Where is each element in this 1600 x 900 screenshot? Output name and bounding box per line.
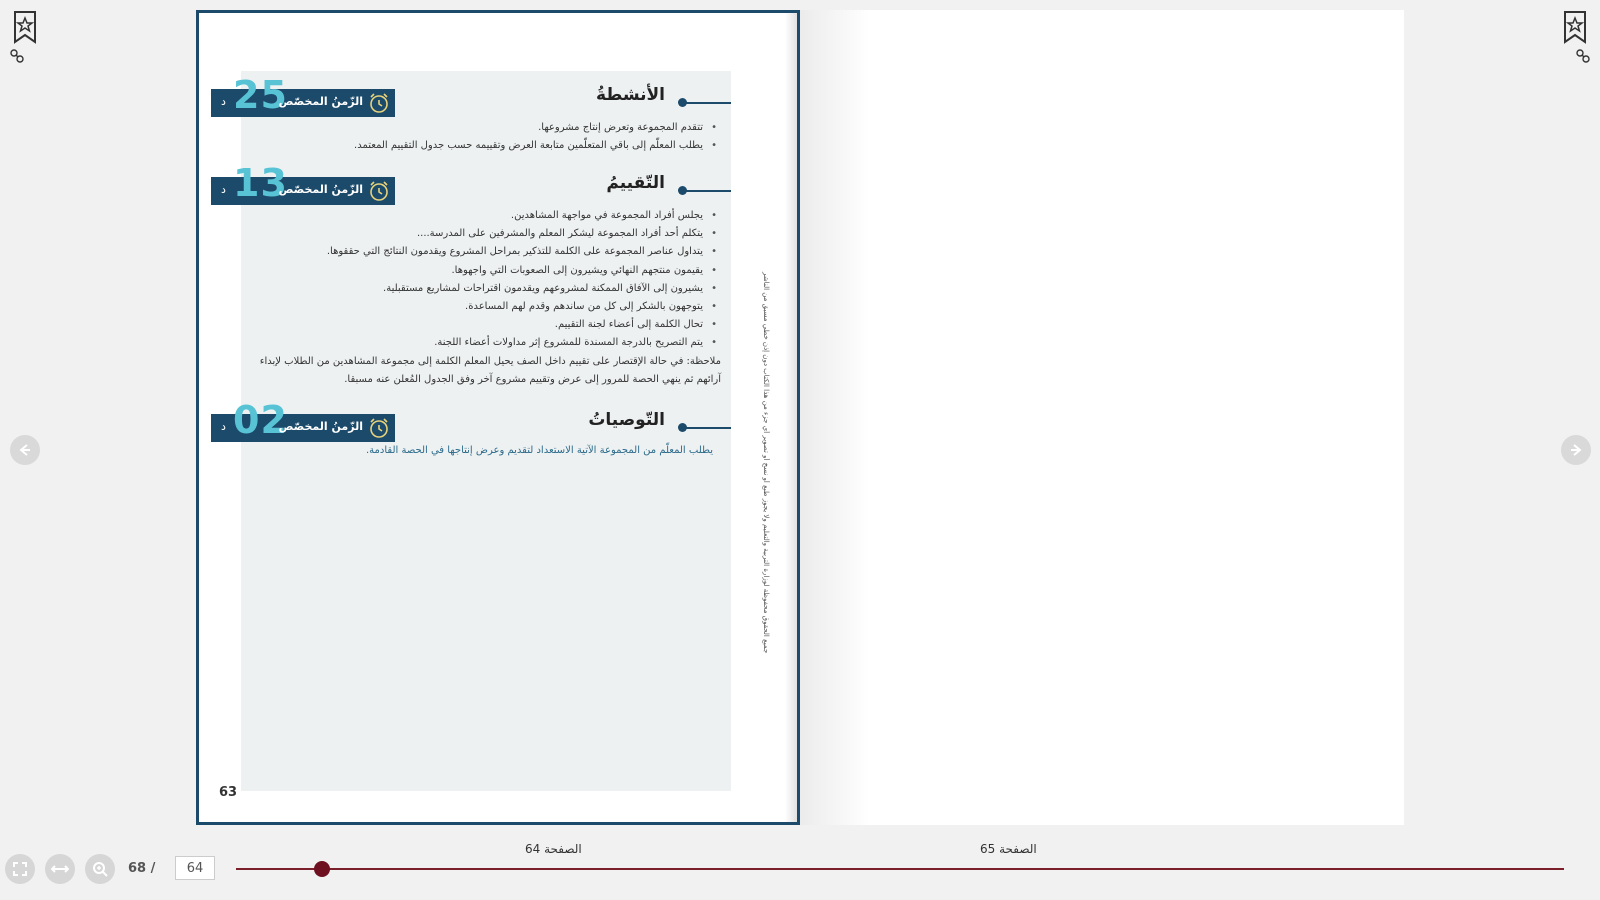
right-page[interactable] <box>800 10 1404 825</box>
page-fold-shadow <box>785 13 797 822</box>
section-dot <box>678 186 687 195</box>
list-item: • تحال الكلمة إلى أعضاء لجنة التقييم. <box>211 316 731 334</box>
time-badge <box>211 161 395 205</box>
fit-width-button[interactable] <box>45 854 75 884</box>
recommendation-text: يطلب المعلّم من المجموعة الآتية الاستعداد لتقديم وعرض إنتاجها في الحصة القادمة. <box>366 445 713 456</box>
list-item: • يتداول عناصر المجموعة على الكلمة للتذكير بمراحل المشروع ويقدمون النتائج التي حققوها. <box>211 243 731 261</box>
time-unit: د <box>221 183 226 196</box>
time-value: 13 <box>233 161 288 205</box>
time-badge <box>211 398 395 442</box>
section-dot <box>678 423 687 432</box>
bottom-toolbar <box>0 834 1600 900</box>
page-fold-shadow <box>800 10 870 825</box>
time-label: الزّمنُ المخصّص <box>278 183 363 196</box>
list-item: • يتوجهون بالشكر إلى كل من ساندهم وقدم لهم المساعدة. <box>211 298 731 316</box>
note-line: ملاحظة: في حالة الإقتصار على تقييم داخل الصف يحيل المعلم الكلمة إلى مجموعة المشاهدين من الطلاب لإبداء <box>259 355 721 367</box>
section-recommendations <box>211 400 731 460</box>
previous-page-button[interactable] <box>10 435 40 465</box>
fullscreen-button[interactable] <box>5 854 35 884</box>
copyright-vertical-note: جميع الحقوق محفوظة لوزارة التربية والتعليم ولا يجوز طبع أو نسخ أو تصوير أي جزء من هذا الكتاب دون إذن خطي مسبق من الناشر <box>762 271 770 653</box>
section-evaluation <box>211 163 731 389</box>
time-value: 25 <box>233 73 288 117</box>
link-right-icon[interactable] <box>1576 48 1590 62</box>
time-unit: د <box>221 95 226 108</box>
time-label: الزّمنُ المخصّص <box>278 420 363 433</box>
alarm-clock-icon <box>367 91 391 115</box>
evaluation-list <box>211 207 731 353</box>
alarm-clock-icon <box>367 416 391 440</box>
list-item: • يتكلم أحد أفراد المجموعة ليشكر المعلم والمشرفين على المدرسة.... <box>211 225 731 243</box>
page-number-input[interactable] <box>175 856 215 880</box>
section-line <box>681 102 731 104</box>
total-pages-label: 68 / <box>128 861 156 876</box>
activities-list <box>211 119 731 155</box>
note-line: آرائهم ثم ينهي الحصة للمرور إلى عرض وتقييم مشروع آخر وفق الجدول المُعلن عنه مسبقا. <box>344 373 721 385</box>
fit-width-icon <box>51 862 69 876</box>
section-line <box>681 427 731 429</box>
section-title: التّقييمُ <box>606 173 665 193</box>
list-item: • يقيمون منتجهم النهائي ويشيرون إلى الصعوبات التي واجهوها. <box>211 262 731 280</box>
page-number: 63 <box>219 785 238 800</box>
page-slider-track[interactable] <box>236 868 1564 870</box>
link-left-icon[interactable] <box>10 48 24 62</box>
list-item: • يجلس أفراد المجموعة في مواجهة المشاهدين. <box>211 207 731 225</box>
section-title: التّوصياتُ <box>588 410 665 430</box>
list-item: • تتقدم المجموعة وتعرض إنتاج مشروعها. <box>211 119 731 137</box>
left-page[interactable] <box>196 10 800 825</box>
fullscreen-icon <box>13 862 27 876</box>
time-unit: د <box>221 420 226 433</box>
section-line <box>681 190 731 192</box>
spread-label-right: الصفحة 65 <box>980 842 1037 856</box>
list-item: • يتم التصريح بالدرجة المسندة للمشروع إثر مداولات أعضاء اللجنة. <box>211 334 731 352</box>
spread-label-left: الصفحة 64 <box>525 842 582 856</box>
zoom-button[interactable] <box>85 854 115 884</box>
page-slider-handle[interactable] <box>314 861 330 877</box>
time-badge <box>211 73 395 117</box>
arrow-right-icon <box>1568 442 1584 458</box>
section-title: الأنشطةُ <box>595 85 665 105</box>
next-page-button[interactable] <box>1561 435 1591 465</box>
book-spread <box>196 10 1404 825</box>
list-item: • يشيرون إلى الآفاق الممكنة لمشروعهم ويقدمون اقتراحات لمشاريع مستقبلية. <box>211 280 731 298</box>
section-activities <box>211 75 731 155</box>
arrow-left-icon <box>17 442 33 458</box>
time-value: 02 <box>233 398 288 442</box>
section-dot <box>678 98 687 107</box>
time-label: الزّمنُ المخصّص <box>278 95 363 108</box>
alarm-clock-icon <box>367 179 391 203</box>
zoom-icon <box>92 861 108 877</box>
list-item: • يطلب المعلّم إلى باقي المتعلّمين متابعة العرض وتقييمه حسب جدول التقييم المعتمد. <box>211 137 731 155</box>
